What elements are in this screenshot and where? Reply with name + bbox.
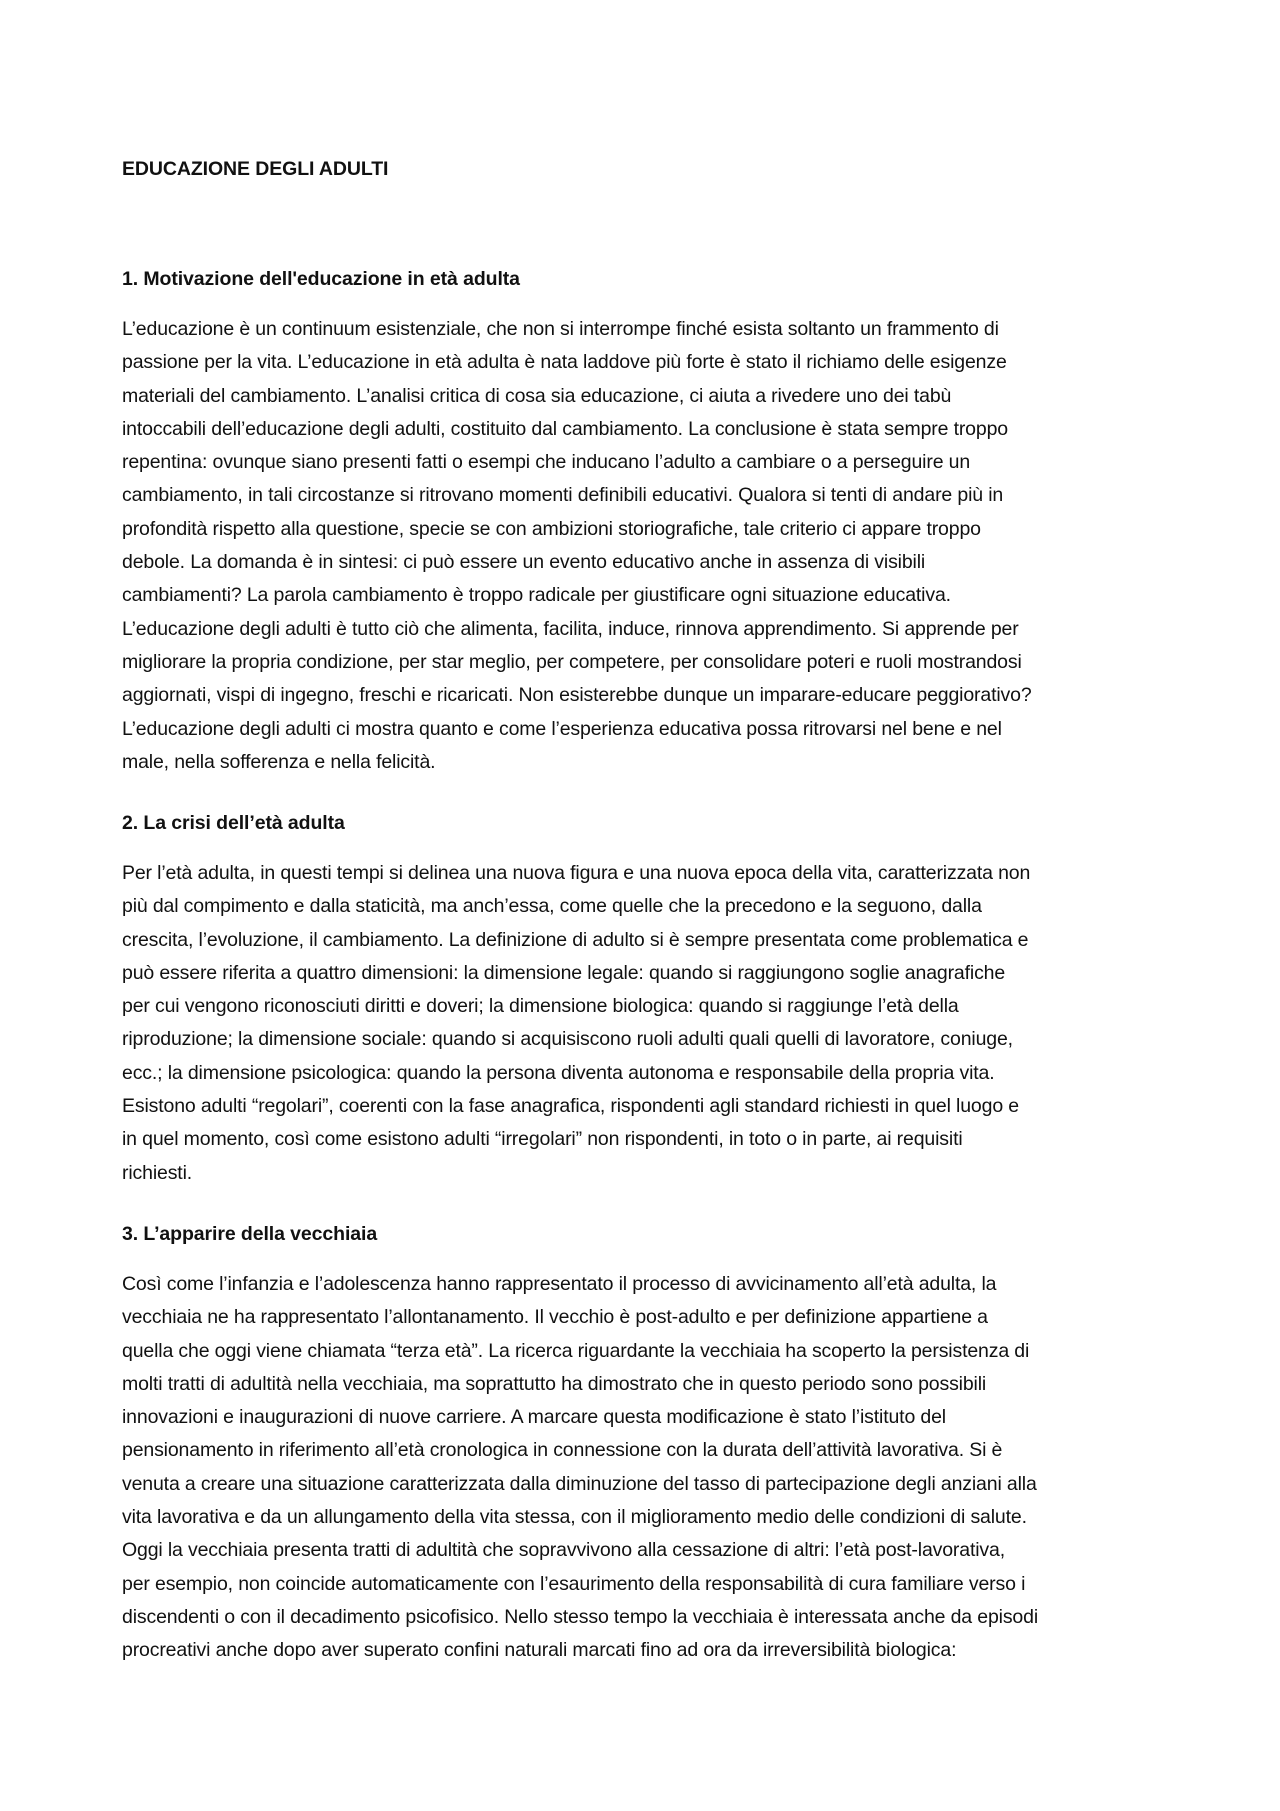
paragraph-line: ecc.; la dimensione psicologica: quando la persona diventa autonoma e responsabile della propria vita. xyxy=(122,1061,995,1084)
paragraph-line: per cui vengono riconosciuti diritti e doveri; la dimensione biologica: quando si raggiunge l’età della xyxy=(122,995,959,1018)
paragraph-line: procreativi anche dopo aver superato confini naturali marcati fino ad ora da irreversibilità biologica: xyxy=(122,1639,957,1662)
paragraph-line: aggiornati, vispi di ingegno, freschi e ricaricati. Non esisterebbe dunque un imparare-educare peggiorativo? xyxy=(122,684,1032,707)
section-heading: 3. L’apparire della vecchiaia xyxy=(122,1223,378,1245)
section-motivazione xyxy=(122,265,1170,779)
paragraph-line: profondità rispetto alla questione, specie se con ambizioni storiografiche, tale criterio ci appare troppo xyxy=(122,517,981,540)
section-heading: 2. La crisi dell’età adulta xyxy=(122,812,345,834)
paragraph-line: innovazioni e inaugurazioni di nuove carriere. A marcare questa modificazione è stato l’istituto del xyxy=(122,1406,946,1429)
section-paragraph xyxy=(122,1268,1170,1668)
paragraph-line: cambiamenti? La parola cambiamento è troppo radicale per giustificare ogni situazione educativa. xyxy=(122,584,951,607)
paragraph-line: in quel momento, così come esistono adulti “irregolari” non rispondenti, in toto o in parte, ai requisiti xyxy=(122,1128,963,1151)
paragraph-line: L’educazione degli adulti ci mostra quanto e come l’esperienza educativa possa ritrovarsi nel bene e nel xyxy=(122,717,1002,740)
paragraph-line: L’educazione degli adulti è tutto ciò che alimenta, facilita, induce, rinnova apprendimento. Si apprende per xyxy=(122,617,1019,640)
paragraph-line: venuta a creare una situazione caratterizzata dalla diminuzione del tasso di partecipazione degli anziani alla xyxy=(122,1472,1037,1495)
section-crisi xyxy=(122,809,1170,1190)
document-title: EDUCAZIONE DEGLI ADULTI xyxy=(122,158,389,180)
paragraph-line: materiali del cambiamento. L’analisi critica di cosa sia educazione, ci aiuta a rivedere uno dei tabù xyxy=(122,384,952,407)
section-heading: 1. Motivazione dell'educazione in età adulta xyxy=(122,268,520,290)
paragraph-line: pensionamento in riferimento all’età cronologica in connessione con la durata dell’attività lavorativa. Si è xyxy=(122,1439,1003,1462)
paragraph-line: può essere riferita a quattro dimensioni: la dimensione legale: quando si raggiungono soglie anagrafiche xyxy=(122,961,1006,984)
paragraph-line: vita lavorativa e da un allungamento della vita stessa, con il miglioramento medio delle condizioni di salute. xyxy=(122,1506,1027,1529)
paragraph-line: Per l’età adulta, in questi tempi si delinea una nuova figura e una nuova epoca della vita, caratterizzata non xyxy=(122,862,1031,884)
section-paragraph xyxy=(122,313,1170,779)
paragraph-line: intoccabili dell’educazione degli adulti, costituito dal cambiamento. La conclusione è stata sempre troppo xyxy=(122,417,1008,440)
paragraph-line: per esempio, non coincide automaticamente con l’esaurimento della responsabilità di cura familiare verso i xyxy=(122,1572,1026,1595)
paragraph-line: Così come l’infanzia e l’adolescenza hanno rappresentato il processo di avvicinamento all’età adulta, la xyxy=(122,1273,997,1295)
paragraph-line: passione per la vita. L’educazione in età adulta è nata laddove più forte è stato il richiamo delle esigenze xyxy=(122,351,1007,374)
paragraph-line: quella che oggi viene chiamata “terza età”. La ricerca riguardante la vecchiaia ha scoperto la persistenza di xyxy=(122,1339,1030,1362)
paragraph-line: riproduzione; la dimensione sociale: quando si acquisiscono ruoli adulti quali quelli di lavoratore, coniuge, xyxy=(122,1028,1013,1051)
paragraph-line: L’educazione è un continuum esistenziale, che non si interrompe finché esista soltanto un frammento di xyxy=(122,318,999,340)
section-vecchiaia xyxy=(122,1220,1170,1668)
paragraph-line: Oggi la vecchiaia presenta tratti di adultità che sopravvivono alla cessazione di altri: l’età post-lavorativa, xyxy=(122,1539,1005,1562)
paragraph-line: debole. La domanda è in sintesi: ci può essere un evento educativo anche in assenza di visibili xyxy=(122,551,926,574)
paragraph-line: crescita, l’evoluzione, il cambiamento. La definizione di adulto si è sempre presentata come problematica e xyxy=(122,928,1029,951)
paragraph-line: cambiamento, in tali circostanze si ritrovano momenti definibili educativi. Qualora si tenti di andare più in xyxy=(122,484,1004,507)
paragraph-line: Esistono adulti “regolari”, coerenti con la fase anagrafica, rispondenti agli standard richiesti in quel luogo e xyxy=(122,1095,1019,1118)
section-paragraph xyxy=(122,857,1170,1190)
paragraph-line: male, nella sofferenza e nella felicità. xyxy=(122,750,436,773)
paragraph-line: migliorare la propria condizione, per star meglio, per competere, per consolidare poteri e ruoli mostrandosi xyxy=(122,650,1022,673)
paragraph-line: molti tratti di adultità nella vecchiaia, ma soprattutto ha dimostrato che in questo periodo sono possibili xyxy=(122,1372,987,1395)
paragraph-line: discendenti o con il decadimento psicofisico. Nello stesso tempo la vecchiaia è interessata anche da episodi xyxy=(122,1605,1039,1628)
paragraph-line: più dal compimento e dalla staticità, ma anch’essa, come quelle che la precedono e la seguono, dalla xyxy=(122,895,982,918)
paragraph-line: vecchiaia ne ha rappresentato l’allontanamento. Il vecchio è post-adulto e per definizione appartiene a xyxy=(122,1306,988,1329)
paragraph-line: richiesti. xyxy=(122,1161,193,1184)
paragraph-line: repentina: ovunque siano presenti fatti o esempi che inducano l’adulto a cambiare o a perseguire un xyxy=(122,451,971,474)
